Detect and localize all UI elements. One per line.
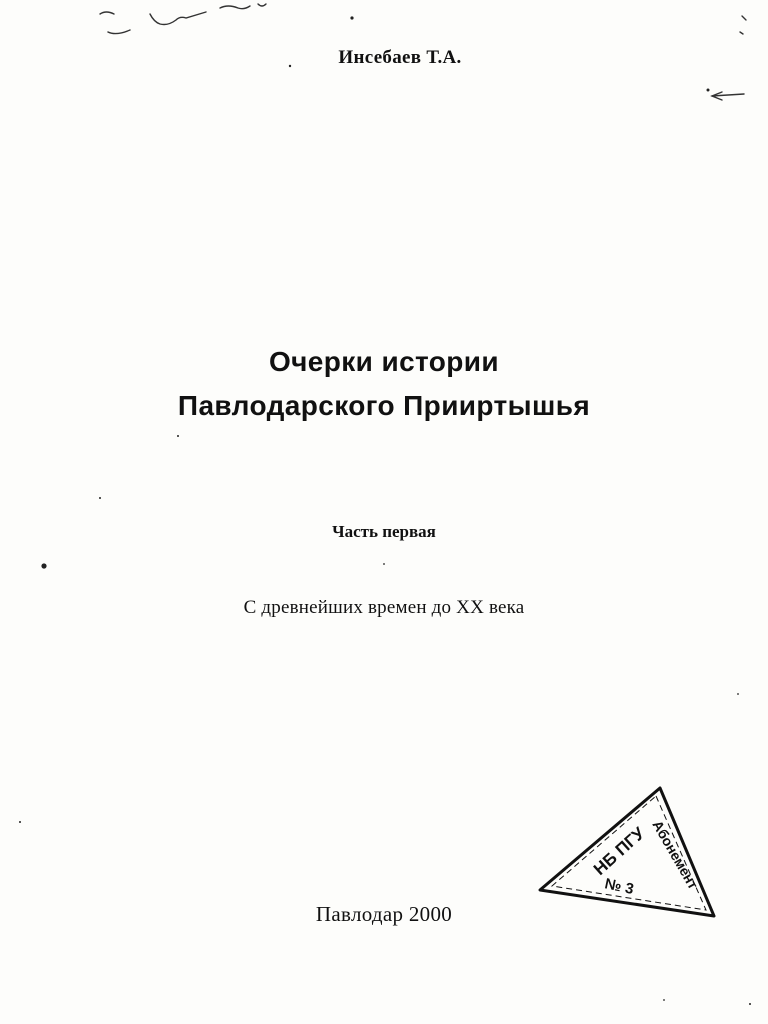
title-line-1: Очерки истории <box>268 346 500 377</box>
stamp-number-text: № 3 <box>603 875 636 898</box>
imprint-place-year: Павлодар 2000 <box>315 902 453 926</box>
library-stamp <box>538 782 718 922</box>
title-line-2: Павлодарского Прииртышья <box>177 390 591 421</box>
stamp-library-text: НБ ПГУ <box>589 823 649 879</box>
author-name: Инсебаев Т.А. <box>338 47 462 68</box>
part-label: Часть первая <box>332 522 436 541</box>
stamp-department-text: Абонемент <box>649 817 702 892</box>
book-title <box>0 340 768 428</box>
subtitle: С древнейших времен до XX века <box>243 597 525 618</box>
